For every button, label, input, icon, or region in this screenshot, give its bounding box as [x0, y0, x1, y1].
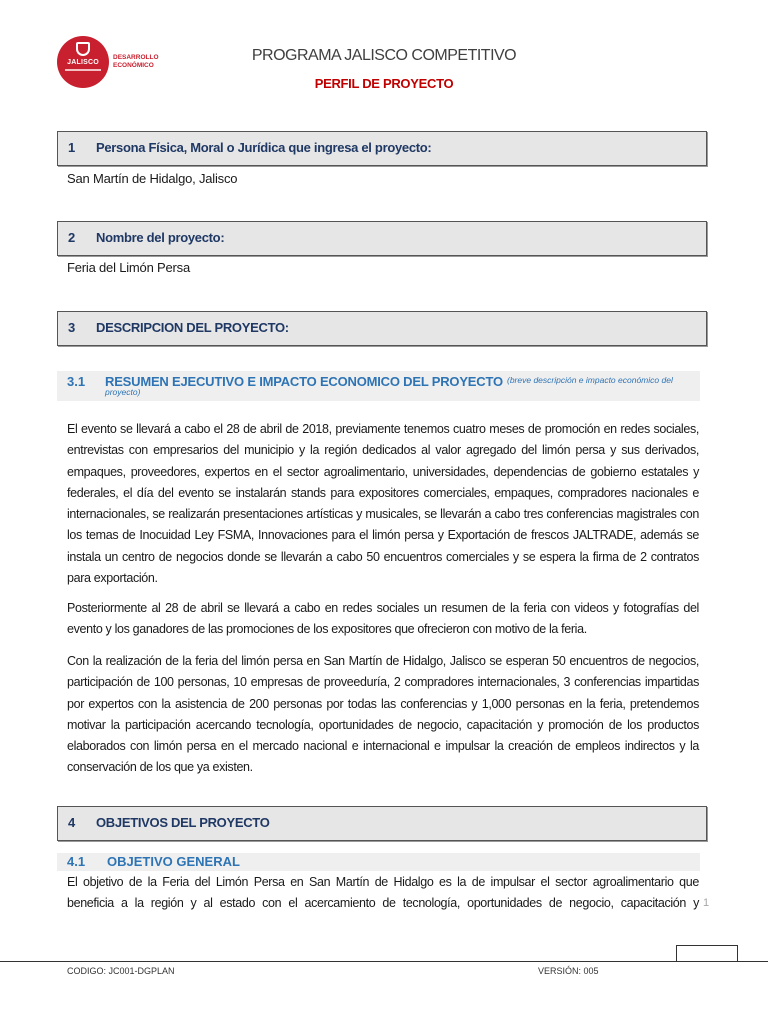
description-paragraph-2: Posteriormente al 28 de abril se llevará a cabo en redes sociales un resumen de la feria con videos y fotografías del evento y los ganadores de las promociones de los expositores que ofrecieron con motivo de la feria. [67, 601, 699, 637]
section-3-header [57, 311, 707, 346]
page-number: 1 [703, 897, 710, 909]
subsection-note: (breve descripción e impacto económico del proyecto) [105, 375, 673, 397]
logo-line2: ECONÓMICO [113, 62, 154, 69]
section-title: Persona Física, Moral o Jurídica que ingresa el proyecto: [96, 140, 432, 155]
description-paragraph-3: Con la realización de la feria del limón persa en San Martín de Hidalgo, Jalisco se esperan 50 encuentros de negocios, participación de 100 personas, 10 empresas de proveeduría, 2 compradores internacionales, 3 conferencias impartidas por expertos con la asistencia de 200 personas por todas las conferencias y 1,000 personas en la feria, pretendemos motivar la participación acercando tecnología, oportunidades de negocio, capacitación y promoción de los productos elaborados con limón persa en el mercado nacional e internacional e impulsar la creación de empleos indirectos y la conservación de los que ya existen. [67, 654, 699, 775]
section-4-header [57, 806, 707, 841]
section-1-header [57, 131, 707, 166]
section-number: 4 [68, 815, 75, 830]
description-paragraph-1: El evento se llevará a cabo el 28 de abril de 2018, previamente tenemos cuatro meses de promoción en redes sociales, entrevistas con empresarios del municipio y la región dedicados al valor agregado del limón persa y sus derivados, empaques, proveedores, expertos en el sector agroalimentario, universidades, dependencias de gobierno estatales y federales, el día del evento se instalarán stands para expositores comerciales, empaques, compradores nacionales e internacionales, se realizarán presentaciones artísticas y musicales, se llevarán a cabo tres conferencias magistrales con los temas de Inocuidad Ley FSMA, Innovaciones para el limón persa y Exportación de frescos JALTRADE, además se instala un centro de negocios donde se llevarán a cabo 50 encuentros comerciales y se espera la firma de 2 contratos para exportación. [67, 422, 699, 586]
section-number: 1 [68, 140, 75, 155]
subsection-4-1-header [57, 853, 700, 871]
document-subtitle: PERFIL DE PROYECTO [314, 76, 454, 91]
section-number: 3 [68, 320, 75, 335]
section-1-answer: San Martín de Hidalgo, Jalisco [67, 171, 238, 186]
subsection-title: OBJETIVO GENERAL [107, 854, 240, 869]
subsection-number: 4.1 [67, 854, 86, 869]
logo-seal-icon: JALISCO [57, 36, 109, 88]
section-number: 2 [68, 230, 75, 245]
subsection-title: RESUMEN EJECUTIVO E IMPACTO ECONOMICO DEL PROYECTO [105, 374, 503, 389]
objective-paragraph: El objetivo de la Feria del Limón Persa en San Martín de Hidalgo es la de impulsar el sector agroalimentario que beneficia a la región y al estado con el acercamiento de tecnología, oportunidades de negocio, capacitación y [67, 875, 699, 911]
section-title: OBJETIVOS DEL PROYECTO [96, 815, 270, 830]
section-2-header [57, 221, 707, 256]
section-title: Nombre del proyecto: [96, 230, 225, 245]
document-title: PROGRAMA JALISCO COMPETITIVO [251, 47, 517, 64]
footer-tab [676, 945, 738, 962]
subsection-3-1-header [57, 371, 700, 401]
footer-divider [0, 961, 768, 962]
section-2-answer: Feria del Limón Persa [67, 260, 190, 275]
footer-code: CODIGO: JC001-DGPLAN [67, 966, 175, 976]
logo-line1: DESARROLLO [113, 54, 159, 61]
footer-version: VERSIÓN: 005 [538, 966, 599, 976]
section-title: DESCRIPCION DEL PROYECTO: [96, 320, 289, 335]
subsection-number: 3.1 [67, 374, 86, 389]
